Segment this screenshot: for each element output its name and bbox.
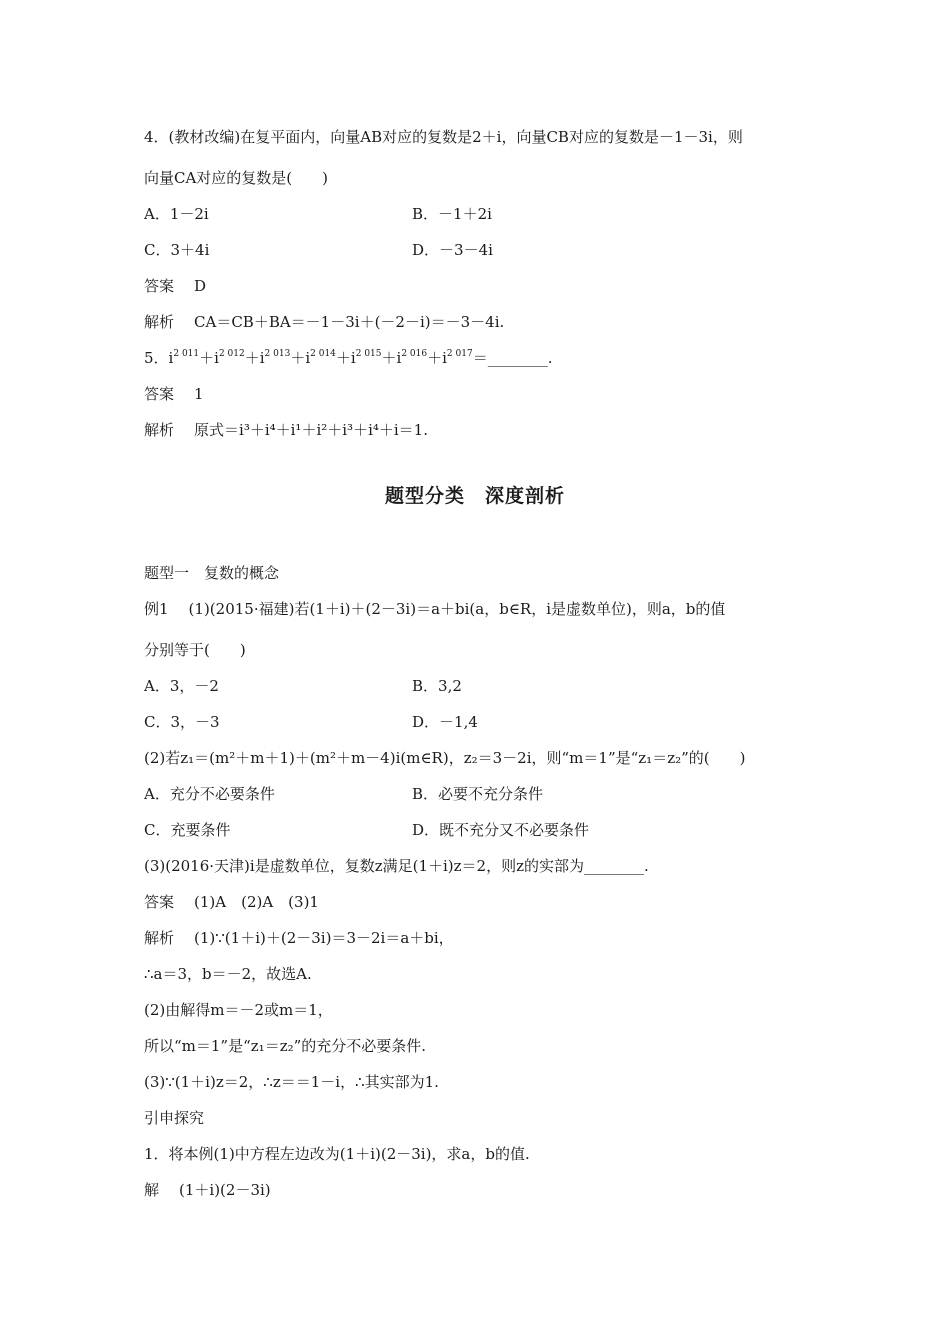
p2-option-a: A．充分不必要条件 [144, 785, 275, 803]
p1-option-d: D．－1,4 [412, 713, 478, 731]
answer-value: 1 [194, 385, 204, 403]
analysis-text: 原式＝i³＋i⁴＋i¹＋i²＋i³＋i⁴＋i＝1. [194, 421, 428, 439]
exponent: 2 013 [264, 349, 291, 359]
p2-option-c: C．充要条件 [144, 821, 231, 839]
p2-option-b: B．必要不充分条件 [412, 785, 544, 803]
type1-analysis-2: ∴a＝3，b＝－2，故选A. [144, 965, 312, 983]
exponent: 2 017 [446, 349, 473, 359]
solution-label: 解 [144, 1181, 160, 1199]
plus-sign: ＋ [244, 349, 260, 367]
plus-sign: ＋ [290, 349, 306, 367]
analysis-label: 解析 [144, 313, 175, 331]
p2-option-d: D．既不充分又不必要条件 [412, 821, 590, 839]
extend-question-1: 1．将本例(1)中方程左边改为(1＋i)(2－3i)，求a，b的值. [144, 1145, 530, 1163]
q5-analysis [144, 420, 428, 440]
q4-analysis [144, 312, 504, 332]
type1-analysis-1: 解析 (1)∵(1＋i)＋(2－3i)＝3－2i＝a＋bi， [144, 929, 454, 947]
example1-line2: 分别等于( ) [144, 641, 246, 659]
exponent: 2 015 [355, 349, 382, 359]
type1-analysis-5: (3)∵(1＋i)z＝2，∴z＝＝1－i，∴其实部为1. [144, 1073, 439, 1091]
q4-answer [144, 276, 206, 296]
q4-stem-line1: 4．(教材改编)在复平面内，向量AB对应的复数是2＋i，向量CB对应的复数是－1－3i，则 [144, 128, 743, 146]
q4-stem-line2: 向量CA对应的复数是( ) [144, 169, 329, 187]
exponent: 2 016 [401, 349, 428, 359]
example1-line1: 例1 (1)(2015·福建)若(1＋i)＋(2－3i)＝a＋bi(a，b∈R，i是虚数单位)，则a，b的值 [144, 600, 726, 618]
analysis-text: CA＝CB＋BA＝－1－3i＋(－2－i)＝－3－4i. [194, 313, 505, 331]
power-term: $i^{2 015}$ [350, 349, 382, 367]
power-term: $i^{2 014}$ [305, 349, 336, 367]
analysis-label: 解析 [144, 421, 175, 439]
p1-option-c: C．3，－3 [144, 713, 220, 731]
type1-analysis-4: 所以“m＝1”是“z₁＝z₂”的充分不必要条件. [144, 1037, 427, 1055]
q4-option-a: A．1－2i [144, 205, 209, 223]
q5-answer [144, 384, 204, 404]
q5-stem: 5．$i^{2 011}+i^{2 012}+i^{2 013}+i^{2 014}+i^{2 015}+i^{2 016}+i^{2 017}=\_\_\_\_\_\_\_\_$. [144, 349, 553, 367]
answer-label: 答案 [144, 385, 175, 403]
analysis-label: 解析 [144, 929, 175, 947]
answer-label: 答案 [144, 893, 175, 911]
plus-sign: ＋ [199, 349, 215, 367]
exponent: 2 011 [173, 349, 200, 359]
power-term: $i^{2 017}$ [442, 349, 473, 367]
q5-sum [169, 349, 473, 367]
p1-option-a: A．3，－2 [144, 677, 219, 695]
example-label: 例1 [144, 600, 169, 618]
power-term: $i^{2 013}$ [259, 349, 291, 367]
power-term: $i^{2 011}$ [168, 349, 200, 367]
power-term: $i^{2 016}$ [396, 349, 428, 367]
type1-answer [144, 892, 319, 912]
extend-solution: 解 (1＋i)(2－3i) [144, 1181, 271, 1199]
q4-option-b: B．－1＋2i [412, 205, 492, 223]
type1-title: 题型一 复数的概念 [144, 564, 280, 582]
plus-sign: ＋ [427, 349, 443, 367]
plus-sign: ＋ [335, 349, 351, 367]
q4-option-d: D．－3－4i [412, 241, 493, 259]
type1-analysis-3: (2)由解得m＝－2或m＝1， [144, 1001, 333, 1019]
answer-value: D [194, 277, 207, 295]
answer-value: (1)A (2)A (3)1 [194, 893, 319, 911]
extend-title: 引申探究 [144, 1109, 205, 1127]
p3-stem: (3)(2016·天津)i是虚数单位，复数z满足(1＋i)z＝2，则z的实部为________. [144, 857, 649, 875]
section-heading: 题型分类 深度剖析 [384, 485, 565, 507]
answer-label: 答案 [144, 277, 175, 295]
p1-option-b: B．3,2 [412, 677, 462, 695]
exponent: 2 014 [310, 349, 336, 359]
power-term: $i^{2 012}$ [214, 349, 245, 367]
plus-sign: ＋ [381, 349, 397, 367]
p2-stem: (2)若z₁＝(m²＋m＋1)＋(m²＋m－4)i(m∈R)，z₂＝3－2i，则“m＝1”是“z₁＝z₂”的( ) [144, 749, 746, 767]
exponent: 2 012 [218, 349, 245, 359]
q4-option-c: C．3＋4i [144, 241, 210, 259]
